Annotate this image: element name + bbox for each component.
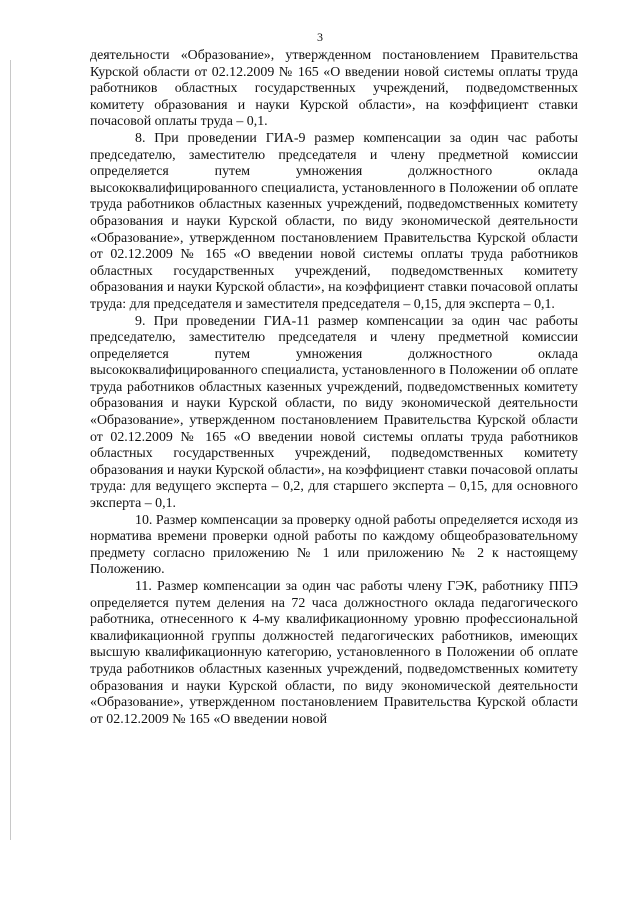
paragraph-item-11: 11. Размер компенсации за один час работы члену ГЭК, работнику ППЭ определяется путем деления на 72 часа должностного оклада педагогического работника, отнесенного к 4-му квалификационному уровню профессиональной квалификационной группы должностей педагогических работников, имеющих высшую квалификационную категорию, установленного в Положении об оплате труда работников областных казенных учреждений, подведомственных комитету образования и науки Курской области, по виду экономической деятельности «Образование», утвержденном постановлением Правительства Курской области от 02.12.2009 № 165 «О введении новой bbox=[90, 579, 578, 727]
paragraph-item-8: 8. При проведении ГИА-9 размер компенсации за один час работы председателю, заместителю председателя и члену предметной комиссии определяется путем умножения должностного оклада высококвалифицированного специалиста, установленного в Положении об оплате труда работников областных казенных учреждений, подведомственных комитету образования и науки Курской области, по виду экономической деятельности «Образование», утвержденном постановлением Правительства Курской области от 02.12.2009 № 165 «О введении новой системы оплаты труда работников областных государственных учреждений, подведомственных комитету образования и науки Курской области», на коэффициент ставки почасовой оплаты труда: для председателя и заместителя председателя – 0,15, для эксперта – 0,1. bbox=[90, 130, 578, 312]
left-margin-line bbox=[10, 60, 11, 840]
paragraph-item-10: 10. Размер компенсации за проверку одной работы определяется исходя из норматива времени проверки одной работы по каждому общеобразовательному предмету согласно приложению № 1 или приложению № 2 к настоящему Положению. bbox=[90, 512, 578, 578]
document-body bbox=[90, 48, 578, 728]
paragraph-continuation: деятельности «Образование», утвержденном постановлением Правительства Курской области от 02.12.2009 № 165 «О введении новой системы оплаты труда работников областных государственных учреждений, подведомственных комитету образования и науки Курской области», на коэффициент ставки почасовой оплаты труда – 0,1. bbox=[90, 48, 578, 130]
page-number: 3 bbox=[317, 30, 323, 44]
paragraph-item-9: 9. При проведении ГИА-11 размер компенсации за один час работы председателю, заместителю председателя и члену предметной комиссии определяется путем умножения должностного оклада высококвалифицированного специалиста, установленного в Положении об оплате труда работников областных казенных учреждений, подведомственных комитету образования и науки Курской области, по виду экономической деятельности «Образование», утвержденном постановлением Правительства Курской области от 02.12.2009 № 165 «О введении новой системы оплаты труда работников областных государственных учреждений, подведомственных комитету образования и науки Курской области», на коэффициент ставки почасовой оплаты труда: для ведущего эксперта – 0,2, для старшего эксперта – 0,15, для основного эксперта – 0,1. bbox=[90, 313, 578, 512]
